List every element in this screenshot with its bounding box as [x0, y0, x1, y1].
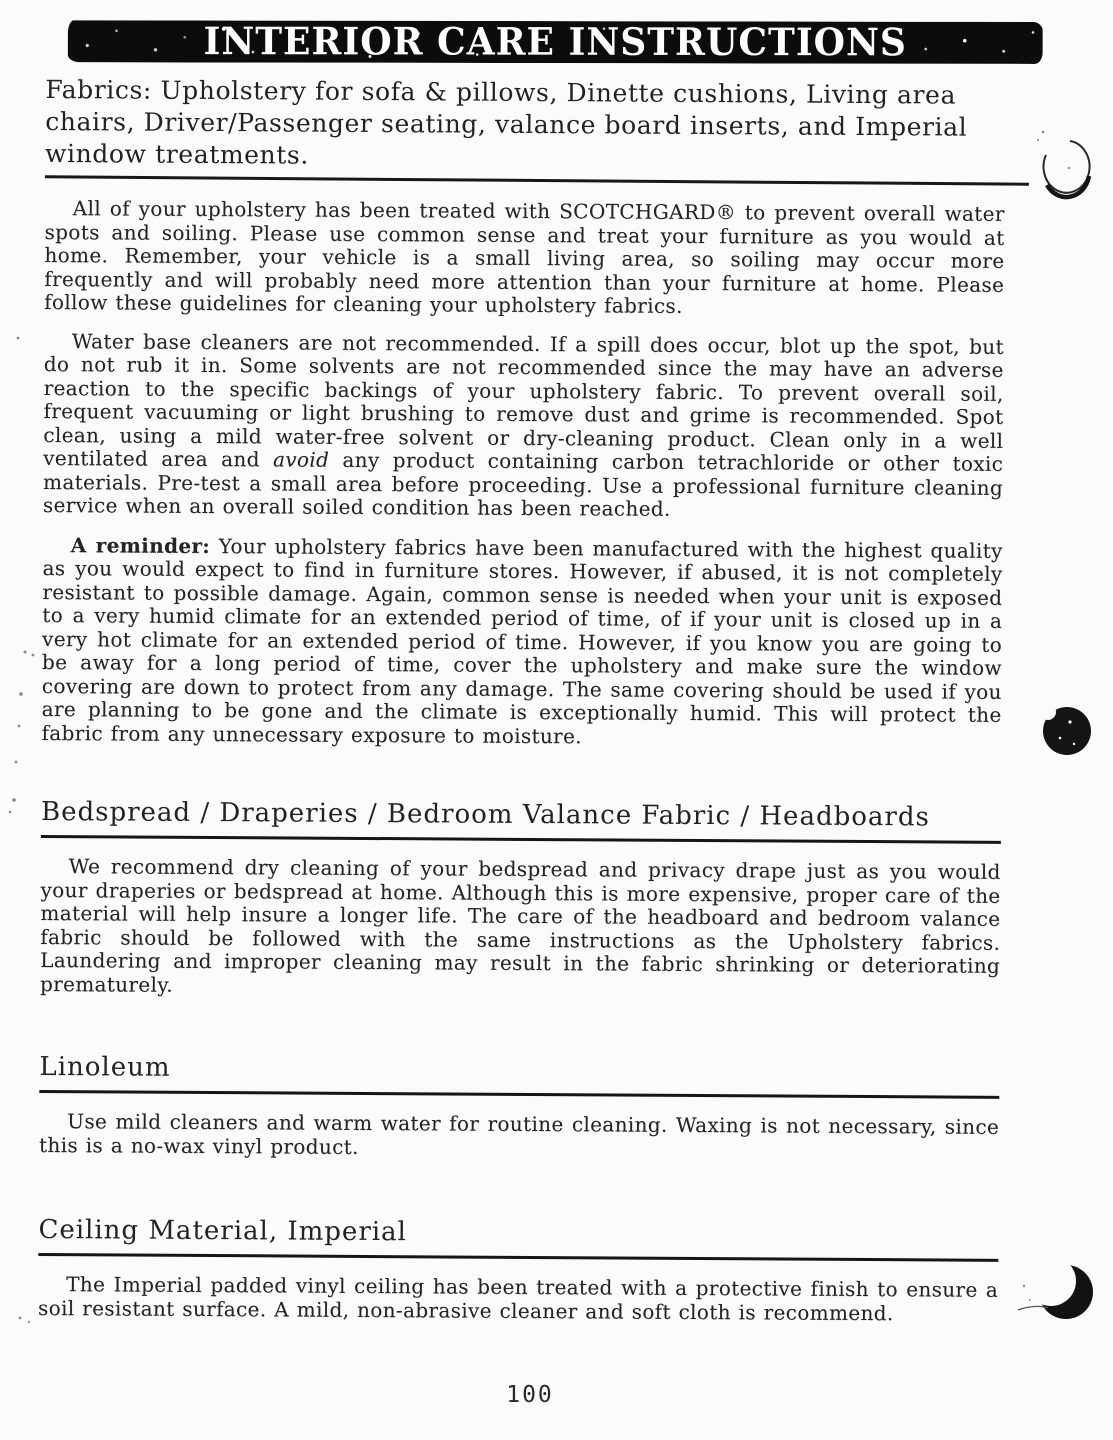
reminder-label: A reminder:: [70, 532, 211, 558]
page-content: [38, 0, 1006, 1326]
ink-crescent-icon: [1018, 1256, 1093, 1319]
ink-blob-icon: [1040, 704, 1091, 755]
fabrics-heading: Fabrics: Upholstery for sofa & pillows, Dinette cushions, Living area chairs, Driver/Passenger seating, valance board inserts, and Imperial window treatments.: [44, 74, 968, 170]
cleaning-text-lead: Water base cleaners are not recommended. If a spill does occur, blot up the spot, but do not rub it in. Some solvents are not recommended since the may have an adverse reaction to the specific backings of your upholstery fabric. To prevent overall soil, frequent vacuuming or light brushing to remove dust and grime is recommended. Spot clean, using a mild water-free solvent or dry-cleaning product. Clean only in a well ventilated area and: [43, 328, 1004, 472]
fabrics-heading-rule: [45, 175, 1029, 185]
paragraph-reminder: [41, 533, 1002, 750]
paragraph-bedspread-care: We recommend dry cleaning of your bedspread and privacy drape just as you would your draperies or bedspread at home. Although this is more expensive, proper care of the material will help insure a longer life. The care of the headboard and bedroom valance fabric should be followed with the same instructions as the Upholstery fabrics. Laundering and improper cleaning may result in the fabric shrinking or deteriorating prematurely.: [39, 854, 1001, 997]
linoleum-section-heading: Linoleum: [39, 1052, 999, 1099]
bedspread-section-heading: Bedspread / Draperies / Bedroom Valance Fabric / Headboards: [41, 797, 1001, 844]
paragraph-ceiling-care: The Imperial padded vinyl ceiling has been treated with a protective finish to ensure a soil resistant surface. A mild, non-abrasive cleaner and soft cloth is recommend.: [37, 1272, 999, 1325]
avoid-emphasis: avoid: [272, 447, 330, 472]
punch-hole-icon: [1037, 131, 1090, 197]
reminder-text: Your upholstery fabrics have been manufactured with the highest quality as you would expect to find in furniture stores. However, if abused, it is not completely resistant to possible damage. Again, common sense is needed when your unit is exposed to a very humid climate for an extended period of time, of if your unit is closed up in a very hot climate for an extended period of time. However, if you know you are going to be away for a long period of time, cover the upholstery and make sure the window covering are down to protect from any damage. The same covering should be used if you are planning to be gone and the climate is exceptionally humid. This will protect the fabric from any unnecessary exposure to moisture.: [41, 533, 1003, 748]
paragraph-upholstery-intro: All of your upholstery has been treated with SCOTCHGARD® to prevent overall water spots and soiling. Please use common sense and treat your furniture as you would at home. Remember, your vehicle is a small living area, so soiling may occur more frequently and will probably need more attention than your furniture at home. Please follow these guidelines for cleaning your upholstery fabrics.: [44, 196, 1005, 318]
paragraph-linoleum-care: Use mild cleaners and warm water for routine cleaning. Waxing is not necessary, since this is a no-wax vinyl product.: [38, 1109, 1000, 1159]
cleaning-text-tail: any product containing carbon tetrachloride or other toxic materials. Pre-test a small area before proceeding. Use a professional furniture cleaning service when an overall soiled condition has been reached.: [42, 447, 1004, 521]
section-banner: [68, 20, 1043, 64]
margin-speckles: [9, 337, 35, 1324]
banner-title: INTERIOR CARE INSTRUCTIONS: [203, 19, 907, 65]
page-number: 100: [506, 1382, 554, 1408]
paragraph-cleaning-guidelines: [43, 329, 1004, 523]
ceiling-section-heading: Ceiling Material, Imperial: [38, 1215, 998, 1262]
